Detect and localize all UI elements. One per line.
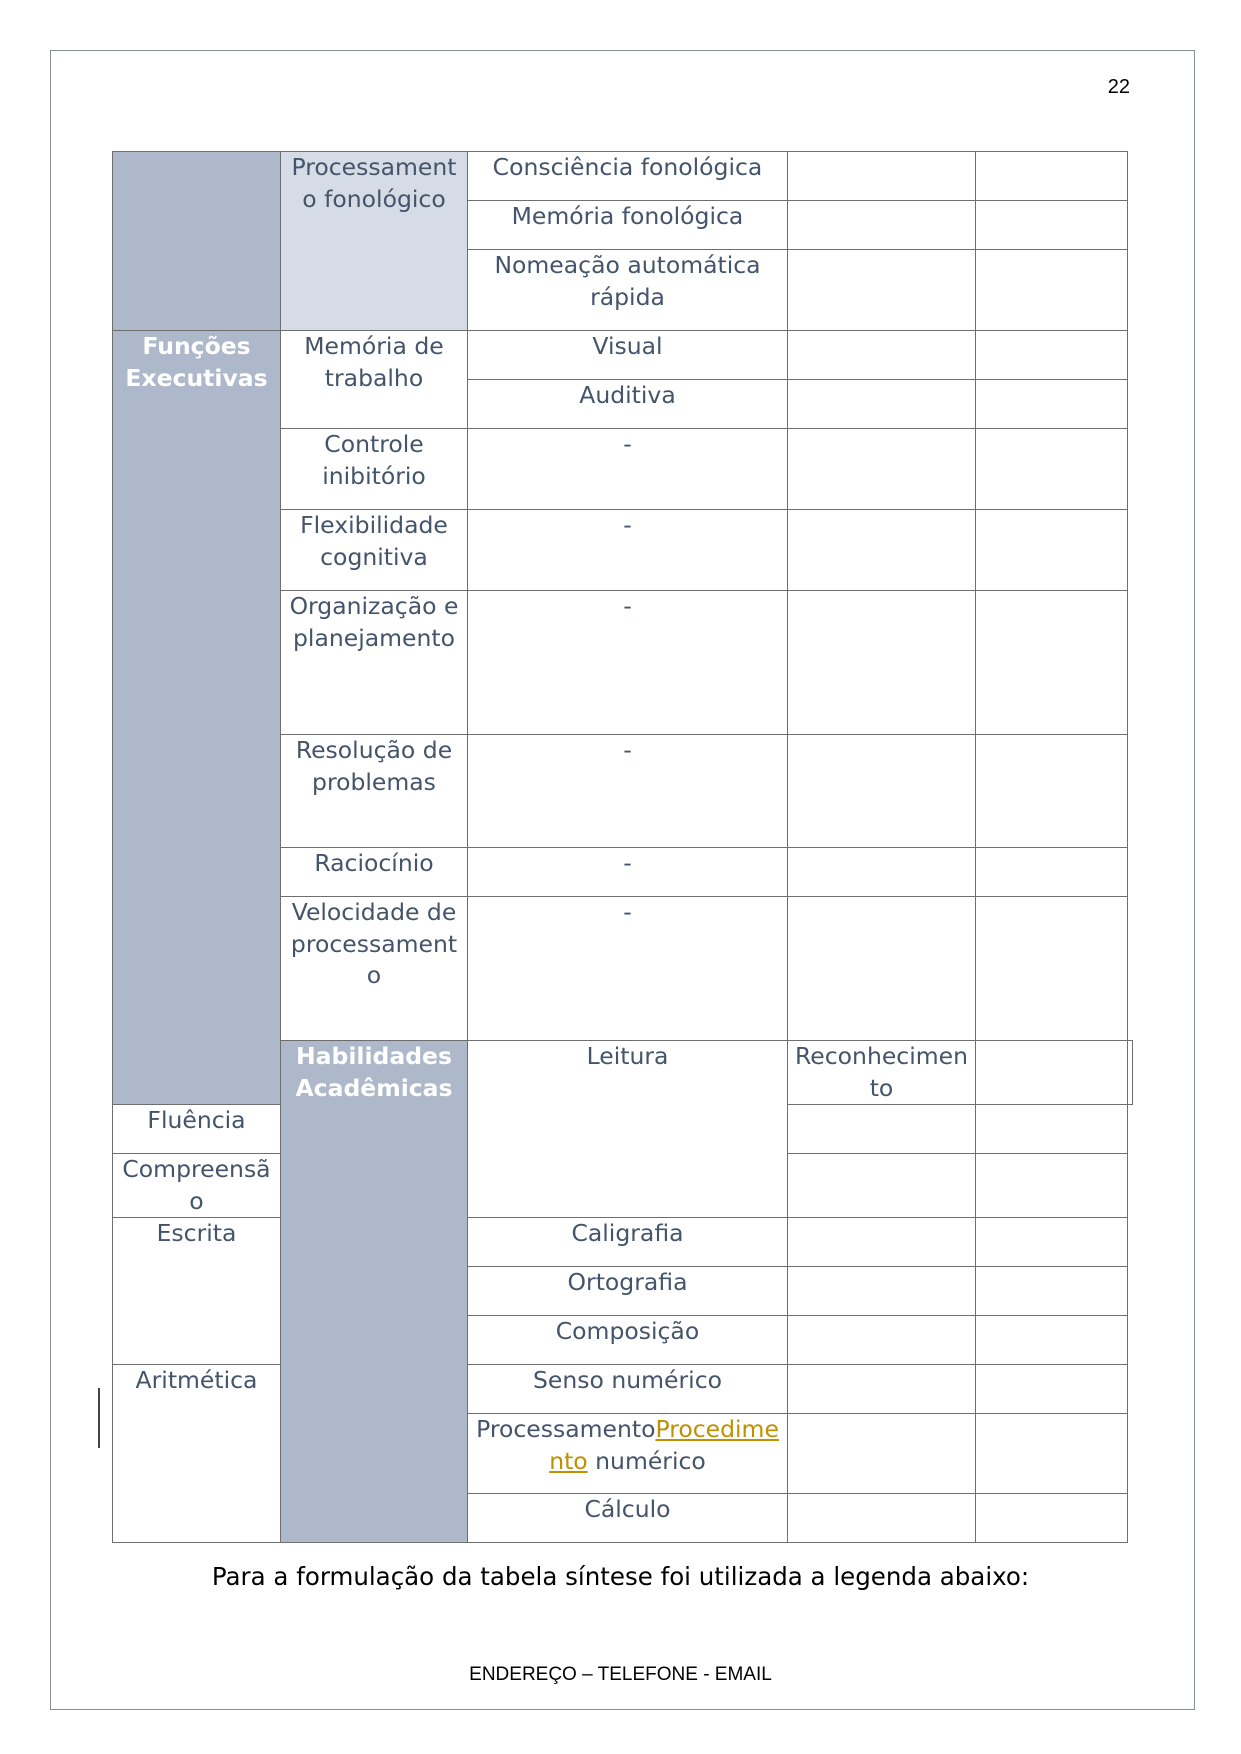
tracked-deleted-text: Processamento xyxy=(476,1415,656,1443)
classification-cell[interactable] xyxy=(976,897,1128,1041)
test-nomeacao-automatica: Nomeação automática rápida xyxy=(468,250,788,331)
summary-table xyxy=(112,151,1133,1543)
domain-habilidades-academicas: Habilidades Acadêmicas xyxy=(281,1041,468,1543)
page-number: 22 xyxy=(1107,76,1130,98)
classification-cell[interactable] xyxy=(976,1105,1128,1154)
test-dash: - xyxy=(468,897,788,1041)
result-cell[interactable] xyxy=(788,591,976,735)
tracked-inserted-text[interactable]: Procedimento xyxy=(549,1415,779,1475)
classification-cell[interactable] xyxy=(976,848,1128,897)
subdomain-flexibilidade-cognitiva: Flexibilidade cognitiva xyxy=(281,510,468,591)
test-dash: - xyxy=(468,591,788,735)
table-row xyxy=(113,1218,1133,1267)
legend-caption: Para a formulação da tabela síntese foi utilizada a legenda abaixo: xyxy=(211,1562,1030,1591)
classification-cell[interactable] xyxy=(976,1316,1128,1365)
result-cell[interactable] xyxy=(788,1494,976,1543)
subdomain-processamento-fonologico: Processamento fonológico xyxy=(281,152,468,331)
footer-contact: ENDEREÇO – TELEFONE - EMAIL xyxy=(469,1664,772,1685)
result-cell[interactable] xyxy=(788,429,976,510)
result-cell[interactable] xyxy=(788,1267,976,1316)
classification-cell[interactable] xyxy=(976,331,1128,380)
domain-cell-top xyxy=(113,152,281,331)
result-cell[interactable] xyxy=(976,1041,1128,1105)
classification-cell[interactable] xyxy=(976,1414,1128,1494)
result-cell[interactable] xyxy=(788,848,976,897)
test-compreensao: Compreensão xyxy=(113,1154,281,1218)
test-fluencia: Fluência xyxy=(113,1105,281,1154)
result-cell[interactable] xyxy=(788,897,976,1041)
test-calculo: Cálculo xyxy=(468,1494,788,1543)
result-cell[interactable] xyxy=(788,331,976,380)
test-auditiva: Auditiva xyxy=(468,380,788,429)
result-cell[interactable] xyxy=(788,250,976,331)
subdomain-resolucao-de-problemas: Resolução de problemas xyxy=(281,735,468,848)
test-visual: Visual xyxy=(468,331,788,380)
result-cell[interactable] xyxy=(788,1365,976,1414)
subdomain-escrita: Escrita xyxy=(113,1218,281,1365)
classification-cell[interactable] xyxy=(976,201,1128,250)
test-reconhecimento: Reconhecimento xyxy=(788,1041,976,1105)
table-row xyxy=(113,1365,1133,1414)
revision-change-bar xyxy=(98,1388,100,1448)
subdomain-raciocinio: Raciocínio xyxy=(281,848,468,897)
table-row xyxy=(113,331,1133,380)
table-row xyxy=(113,152,1133,201)
result-cell[interactable] xyxy=(788,1154,976,1218)
test-ortografia: Ortografia xyxy=(468,1267,788,1316)
subdomain-organizacao-planejamento: Organização e planejamento xyxy=(281,591,468,735)
result-cell[interactable] xyxy=(788,1414,976,1494)
test-dash: - xyxy=(468,510,788,591)
classification-cell[interactable] xyxy=(976,510,1128,591)
result-cell[interactable] xyxy=(788,1105,976,1154)
classification-cell[interactable] xyxy=(976,250,1128,331)
test-composicao: Composição xyxy=(468,1316,788,1365)
result-cell[interactable] xyxy=(788,380,976,429)
classification-cell[interactable] xyxy=(976,1218,1128,1267)
classification-cell[interactable] xyxy=(976,152,1128,201)
test-processamento-numerico xyxy=(468,1414,788,1494)
classification-cell[interactable] xyxy=(976,429,1128,510)
classification-cell[interactable] xyxy=(976,591,1128,735)
test-caligrafia: Caligrafia xyxy=(468,1218,788,1267)
subdomain-controle-inibitorio: Controle inibitório xyxy=(281,429,468,510)
classification-cell[interactable] xyxy=(976,1494,1128,1543)
result-cell[interactable] xyxy=(788,510,976,591)
classification-cell[interactable] xyxy=(976,380,1128,429)
test-dash: - xyxy=(468,848,788,897)
result-cell[interactable] xyxy=(788,1218,976,1267)
classification-cell[interactable] xyxy=(976,1154,1128,1218)
subdomain-leitura: Leitura xyxy=(468,1041,788,1218)
classification-cell[interactable] xyxy=(976,1365,1128,1414)
result-cell[interactable] xyxy=(788,201,976,250)
result-cell[interactable] xyxy=(788,1316,976,1365)
classification-cell[interactable] xyxy=(976,1267,1128,1316)
test-dash: - xyxy=(468,429,788,510)
domain-funcoes-executivas: Funções Executivas xyxy=(113,331,281,1105)
classification-cell[interactable] xyxy=(1128,1041,1133,1105)
test-memoria-fonologica: Memória fonológica xyxy=(468,201,788,250)
test-senso-numerico: Senso numérico xyxy=(468,1365,788,1414)
classification-cell[interactable] xyxy=(976,735,1128,848)
test-consciencia-fonologica: Consciência fonológica xyxy=(468,152,788,201)
subdomain-memoria-de-trabalho: Memória de trabalho xyxy=(281,331,468,429)
result-cell[interactable] xyxy=(788,735,976,848)
tracked-suffix-text: numérico xyxy=(587,1446,706,1475)
result-cell[interactable] xyxy=(788,152,976,201)
test-dash: - xyxy=(468,735,788,848)
subdomain-velocidade-de-processamento: Velocidade de processamento xyxy=(281,897,468,1041)
subdomain-aritmetica: Aritmética xyxy=(113,1365,281,1543)
